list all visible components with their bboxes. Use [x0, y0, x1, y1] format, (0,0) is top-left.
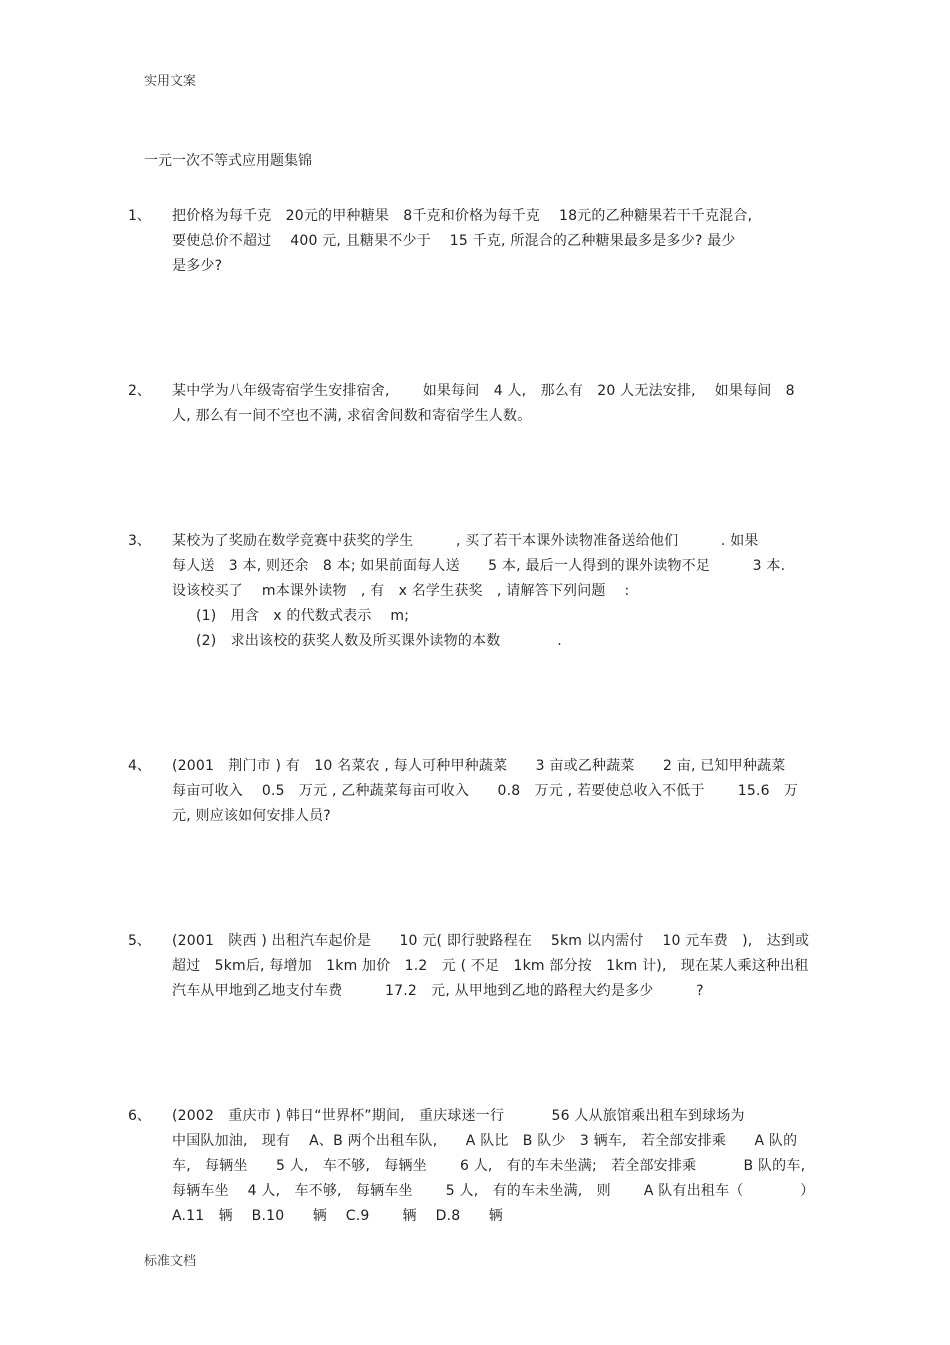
question-line: 是多少?: [172, 258, 223, 274]
question-line: (2002 重庆市 ) 韩日“世界杯”期间, 重庆球迷一行 56 人从旅馆乘出租车到球场为: [172, 1108, 745, 1124]
question-line: 车, 每辆坐 5 人, 车不够, 每辆坐 6 人, 有的车未坐满; 若全部安排乘 B 队的车,: [172, 1158, 806, 1174]
question-line: 元, 则应该如何安排人员?: [172, 808, 331, 824]
question-number: 5、: [128, 933, 151, 949]
question-line: 超过 5km后, 每增加 1km 加价 1.2 元 ( 不足 1km 部分按 1km 计), 现在某人乘这种出租: [172, 958, 809, 974]
question-line: 把价格为每千克 20元的甲种糖果 8千克和价格为每千克 18元的乙种糖果若干千克混合,: [172, 208, 753, 224]
question-line: 每人送 3 本, 则还余 8 本; 如果前面每人送 5 本, 最后一人得到的课外读物不足 3 本.: [172, 558, 786, 574]
question-line: 每辆车坐 4 人, 车不够, 每辆车坐 5 人, 有的车未坐满, 则 A 队有出租车（ ）: [172, 1183, 815, 1199]
question-number: 6、: [128, 1108, 151, 1124]
question-subpart: (2) 求出该校的获奖人数及所买课外读物的本数 .: [196, 633, 562, 649]
question-line: 某中学为八年级寄宿学生安排宿舍, 如果每间 4 人, 那么有 20 人无法安排, 如果每间 8: [172, 383, 795, 399]
question-line: (2001 荆门市 ) 有 10 名菜农 , 每人可种甲种蔬菜 3 亩或乙种蔬菜 2 亩, 已知甲种蔬菜: [172, 758, 786, 774]
question-line: 中国队加油, 现有 A、B 两个出租车队, A 队比 B 队少 3 辆车, 若全部安排乘 A 队的: [172, 1133, 798, 1149]
question-line: (2001 陕西 ) 出租汽车起价是 10 元( 即行驶路程在 5km 以内需付 10 元车费 ), 达到或: [172, 933, 810, 949]
page-header: 实用文案: [144, 74, 197, 89]
question-line: 某校为了奖励在数学竞赛中获奖的学生 , 买了若干本课外读物准备送给他们 . 如果: [172, 533, 759, 549]
question-line: 人, 那么有一间不空也不满, 求宿舍间数和寄宿学生人数。: [172, 408, 532, 424]
question-number: 3、: [128, 533, 151, 549]
question-number: 2、: [128, 383, 151, 399]
question-line: 汽车从甲地到乙地支付车费 17.2 元, 从甲地到乙地的路程大约是多少 ?: [172, 983, 704, 999]
question-line: 要使总价不超过 400 元, 且糖果不少于 15 千克, 所混合的乙种糖果最多是多少? 最少: [172, 233, 736, 249]
answer-options: A.11 辆 B.10 辆 C.9 辆 D.8 辆: [172, 1208, 503, 1224]
question-line: 设该校买了 m本课外读物 , 有 x 名学生获奖 , 请解答下列问题 :: [172, 583, 630, 599]
question-number: 1、: [128, 208, 151, 224]
page-title: 一元一次不等式应用题集锦: [144, 153, 312, 169]
question-line: 每亩可收入 0.5 万元 , 乙种蔬菜每亩可收入 0.8 万元 , 若要使总收入不低于 15.6 万: [172, 783, 799, 799]
question-number: 4、: [128, 758, 151, 774]
page-footer: 标准文档: [144, 1254, 197, 1269]
question-subpart: (1) 用含 x 的代数式表示 m;: [196, 608, 410, 624]
